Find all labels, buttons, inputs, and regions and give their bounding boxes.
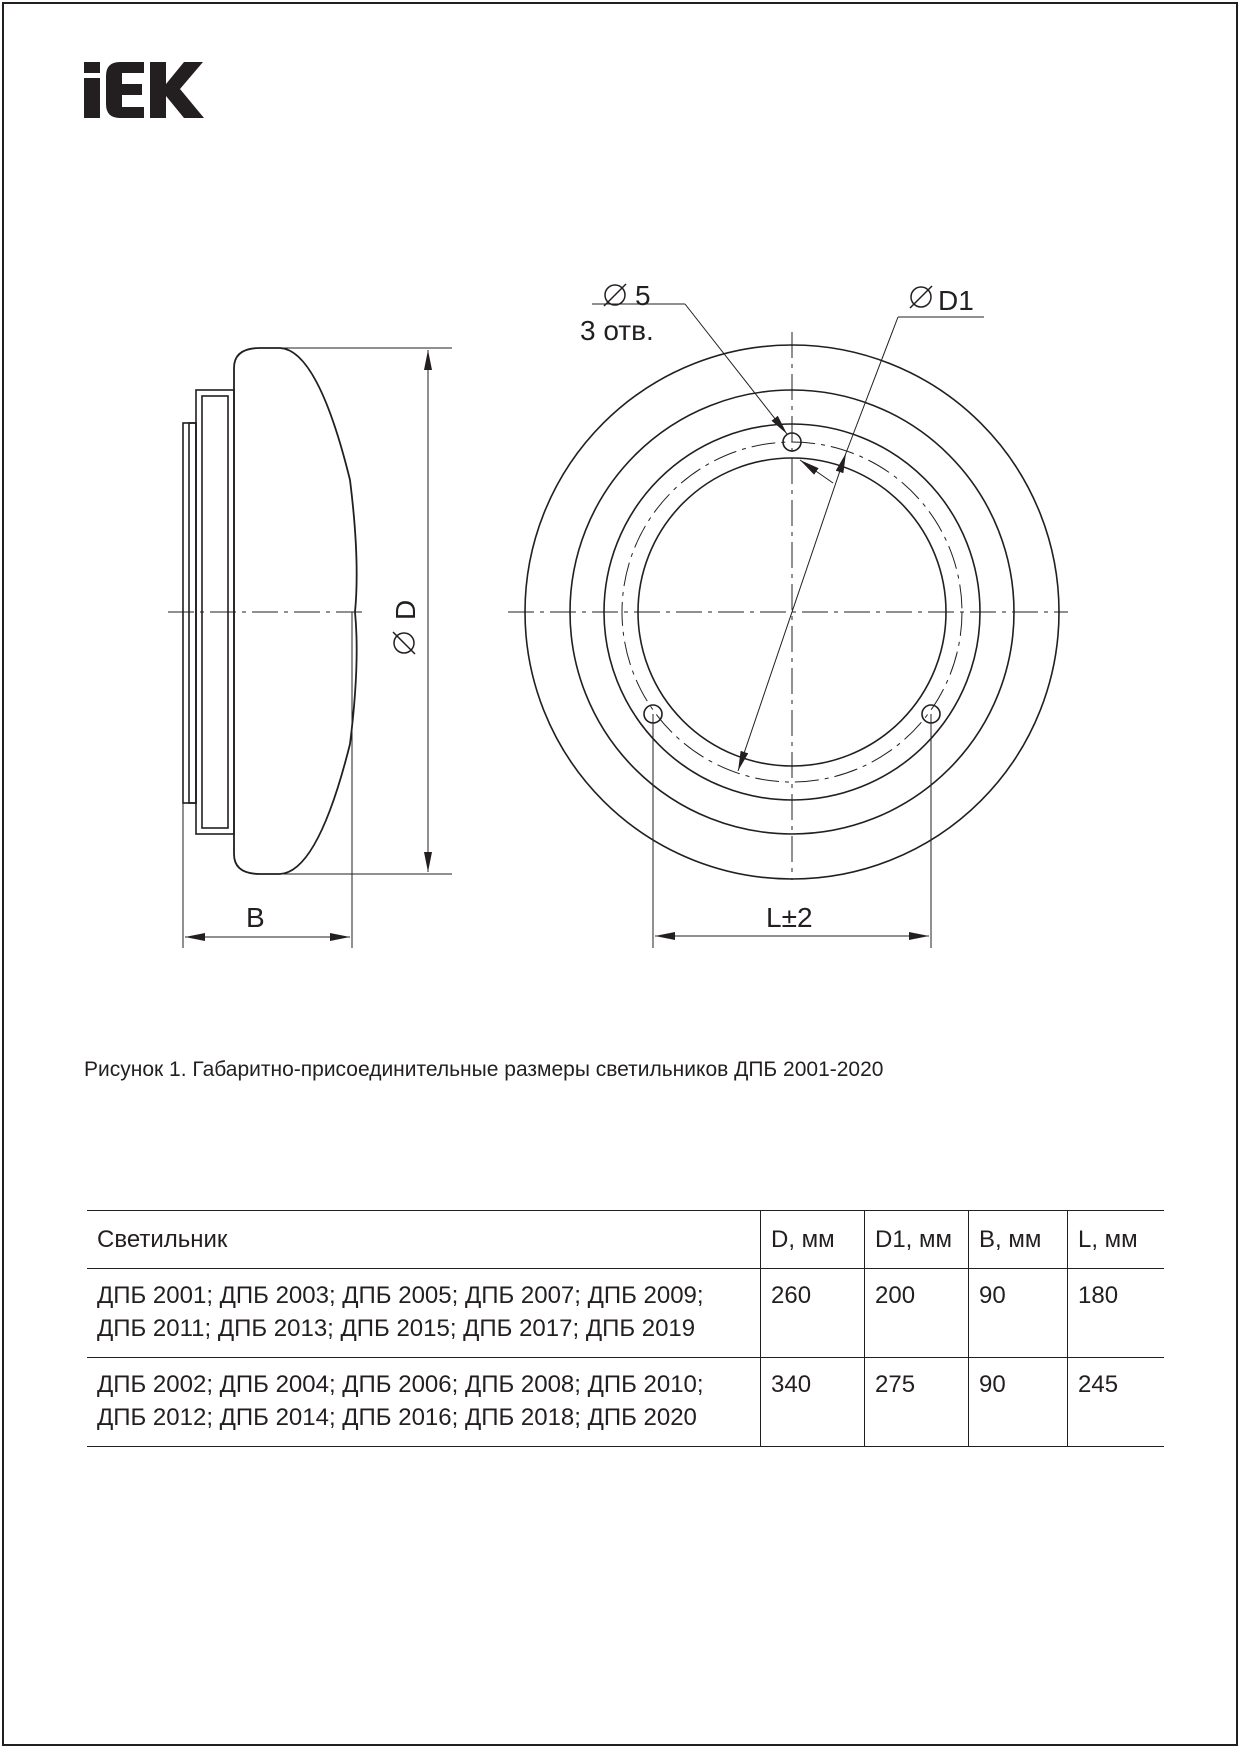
b-value: 90 [969,1269,1068,1358]
table-row [87,1269,1164,1358]
diameter-hole-label [604,284,626,306]
d-value: 260 [761,1269,865,1358]
header-luminaire: Светильник [87,1211,761,1269]
header-l: L, мм [1068,1211,1165,1269]
front-view [508,304,1068,948]
d1-value: 200 [865,1269,969,1358]
models-cell [87,1269,761,1358]
header-d1: D1, мм [865,1211,969,1269]
header-d: D, мм [761,1211,865,1269]
figure-caption: Рисунок 1. Габаритно-присоединительные размеры светильников ДПБ 2001-2020 [84,1058,884,1081]
b-value: 90 [969,1358,1068,1447]
dim-l-text: L±2 [766,902,813,933]
table-row [87,1358,1164,1447]
diameter-d-label [393,632,415,654]
dimensions-table [87,1210,1164,1447]
d-value: 340 [761,1358,865,1447]
dim-d1-text: D1 [938,285,974,316]
diameter-d1-label [910,286,932,308]
table-header-row [87,1211,1164,1269]
models-cell [87,1358,761,1447]
dim-d-text: D [390,599,421,620]
d1-value: 275 [865,1358,969,1447]
models-line: ДПБ 2002; ДПБ 2004; ДПБ 2006; ДПБ 2008; ДПБ 2010; [97,1371,704,1398]
l-value: 245 [1068,1358,1165,1447]
hole-diameter-text: 5 [635,280,651,311]
models-line: ДПБ 2001; ДПБ 2003; ДПБ 2005; ДПБ 2007; ДПБ 2009; [97,1282,704,1309]
hole-count-text: 3 отв. [580,315,654,346]
l-value: 180 [1068,1269,1165,1358]
models-line: ДПБ 2011; ДПБ 2013; ДПБ 2015; ДПБ 2017; ДПБ 2019 [97,1315,696,1342]
dim-b-text: B [246,902,265,933]
header-b: B, мм [969,1211,1068,1269]
models-line: ДПБ 2012; ДПБ 2014; ДПБ 2016; ДПБ 2018; ДПБ 2020 [97,1404,697,1431]
